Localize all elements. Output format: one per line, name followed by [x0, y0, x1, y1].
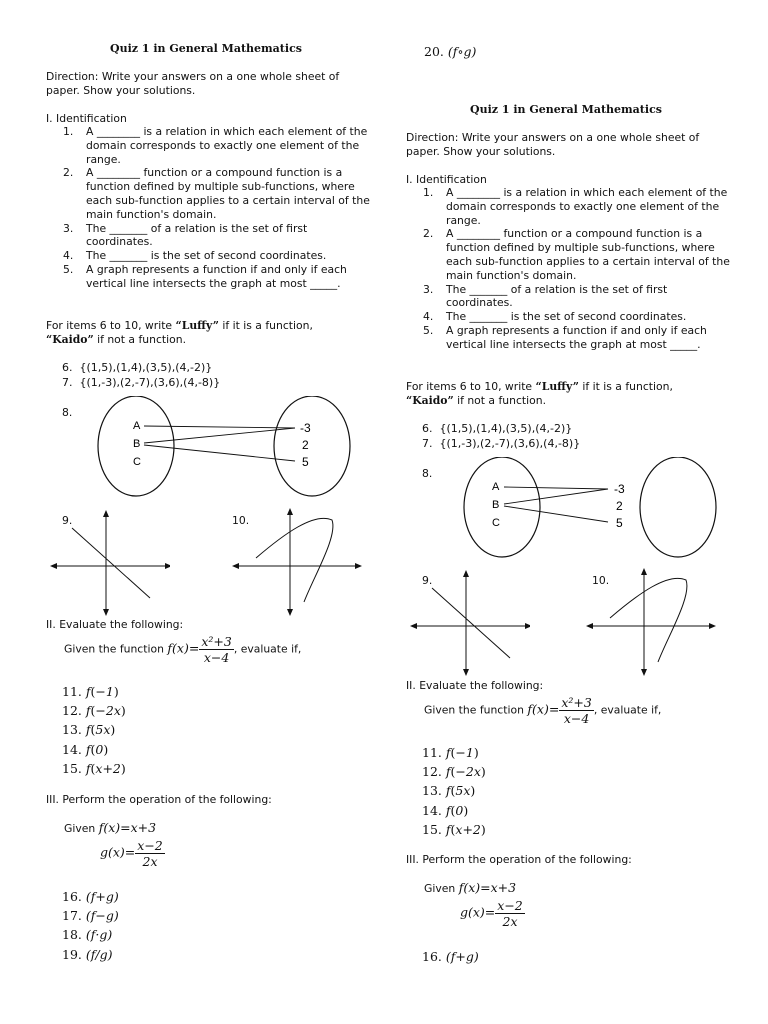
section-identification-heading: I. Identification [406, 173, 487, 186]
evaluate-item: 13. f(5x) [62, 722, 116, 738]
operation-list [422, 947, 479, 966]
operation-expr: (f/g) [85, 946, 113, 962]
graph-line [50, 508, 170, 616]
operation-expr: (f+g) [445, 949, 479, 964]
item-7 [62, 375, 220, 390]
numerator: x−2 [497, 898, 523, 913]
item-text: A ________ function or a compound function is a function defined by multiple sub-functions, where each sub-function applies to a certain interval of the main function's domain. [446, 227, 730, 282]
identification-item [406, 227, 731, 282]
mapping-arrow [504, 506, 608, 522]
evaluate-item: 11. f(−1) [422, 745, 479, 760]
identification-item [406, 324, 731, 352]
function-arg: −1 [95, 684, 114, 699]
range-oval [640, 457, 716, 557]
item-number: 16. [422, 949, 442, 964]
item-8-number: 8. [62, 406, 73, 419]
item-number: 15. [422, 821, 442, 837]
function-name: f [527, 701, 533, 717]
luffy-word: “Luffy” [535, 380, 579, 393]
section-operation-heading: III. Perform the operation of the following: [406, 853, 632, 866]
given-g [100, 838, 165, 869]
given-label: Given [64, 822, 96, 835]
item-number: 11. [422, 745, 442, 760]
domain-label: B [492, 499, 500, 511]
given-post: , evaluate if, [233, 642, 302, 656]
luffy-kaido-instruction [46, 319, 346, 347]
evaluate-item: 14. f(0) [62, 741, 109, 757]
evaluate-item: 12. f(−2x) [422, 764, 486, 780]
domain-oval [464, 457, 540, 557]
item-number: 15. [62, 760, 82, 776]
operation-item [422, 947, 479, 966]
f-definition: f(x)=x+3 [98, 820, 157, 835]
graph-curve [232, 506, 362, 616]
quiz-title: Quiz 1 in General Mathematics [110, 42, 302, 55]
item-number: 7. [422, 437, 433, 450]
fraction [199, 634, 234, 665]
range-label: 2 [302, 438, 309, 452]
numerator: x−2 [137, 838, 163, 853]
function-definition: Given the function f(x)= $\frac{\text{x²+3}}{x-4}$ , evaluate if, [64, 634, 302, 665]
denominator: 2x [142, 854, 158, 869]
range-label: -3 [300, 421, 311, 435]
instruction-post: if not a function. [93, 333, 187, 346]
identification-item [406, 186, 731, 227]
item-number: 16. [62, 889, 82, 904]
function-name: f [167, 640, 173, 656]
instruction-pre: For items 6 to 10, write [406, 380, 536, 393]
item-number: 7. [62, 376, 73, 389]
evaluate-item: 15. f(x+2) [62, 760, 126, 776]
item-9-number: 9. [62, 514, 73, 527]
item-20 [424, 42, 476, 61]
function-arg: x+2 [95, 760, 121, 776]
item-7 [422, 436, 580, 451]
range-label: 5 [616, 516, 623, 530]
identification-list [406, 186, 731, 352]
mapping-arrow [144, 445, 295, 461]
function-arg: −2x [95, 703, 121, 719]
right-quiz-copy [406, 0, 746, 1024]
item-number: 13. [62, 722, 82, 738]
identification-item [46, 125, 371, 166]
operation-expr: (f∘g) [447, 44, 477, 59]
item-number: 3. [63, 221, 74, 235]
function-definition: Given the function f(x)= $\frac{\text{x²+3}}{x-4}$ , evaluate if, [424, 695, 662, 726]
relation-set: {(1,-3),(2,-7),(3,6),(4,-8)} [79, 376, 221, 389]
function-arg: 0 [95, 741, 104, 757]
given-f [424, 880, 516, 895]
operation-expr: (f·g) [85, 927, 113, 943]
item-number: 19. [62, 946, 82, 962]
item-number: 13. [422, 783, 442, 799]
item-number: 6. [422, 422, 433, 435]
function-variable: x [176, 640, 184, 656]
fraction [495, 898, 524, 929]
item-text: A ________ is a relation in which each element of the domain corresponds to exactly one element of the range. [446, 186, 728, 227]
item-text: A graph represents a function if and only if each vertical line intersects the graph at most _____. [446, 323, 707, 351]
graph-line [410, 568, 530, 676]
relation-set: {(1,5),(1,4),(3,5),(4,-2)} [439, 422, 573, 435]
denominator: x−4 [203, 650, 230, 665]
instruction-post: if not a function. [453, 394, 547, 407]
domain-label: C [133, 456, 141, 468]
function-variable: x [536, 701, 544, 717]
identification-item [46, 222, 371, 250]
range-label: 2 [616, 499, 623, 513]
given-post: , evaluate if, [593, 703, 662, 717]
range-label: 5 [302, 455, 309, 469]
section-operation-heading: III. Perform the operation of the following: [46, 793, 272, 806]
identification-item [46, 263, 371, 291]
graph-curve [586, 566, 716, 676]
relation-set: {(1,5),(1,4),(3,5),(4,-2)} [79, 361, 213, 374]
evaluate-item: 14. f(0) [422, 802, 469, 818]
denominator: x−4 [563, 711, 590, 726]
luffy-kaido-instruction [406, 380, 706, 408]
mapping-diagram [458, 457, 720, 567]
item-8-number: 8. [422, 467, 433, 480]
item-number: 3. [423, 282, 434, 296]
g-lhs: g(x)= [460, 904, 496, 920]
identification-item [406, 310, 731, 324]
operation-expr: (f+g) [85, 889, 119, 904]
item-number: 20. [424, 44, 444, 59]
item-number: 4. [423, 310, 434, 324]
item-number: 14. [62, 741, 82, 757]
range-label: -3 [614, 482, 625, 496]
g-lhs: g(x)= [100, 844, 136, 860]
item-number: 5. [63, 262, 74, 276]
item-number: 14. [422, 802, 442, 818]
evaluate-item: 12. f(−2x) [62, 703, 126, 719]
evaluate-list [62, 682, 126, 778]
item-number: 11. [62, 684, 82, 699]
function-arg: 5x [455, 783, 471, 799]
evaluate-item: 15. f(x+2) [422, 821, 486, 837]
luffy-word: “Luffy” [175, 319, 219, 332]
item-number: 1. [423, 186, 434, 199]
item-text: A ________ is a relation in which each element of the domain corresponds to exactly one element of the range. [86, 125, 368, 166]
item-number: 17. [62, 908, 82, 924]
section-evaluate-heading: II. Evaluate the following: [406, 679, 544, 692]
mapping-arrow [504, 489, 608, 504]
function-arg: 5x [95, 722, 111, 738]
item-text: The _______ is the set of second coordinates. [446, 310, 687, 324]
operation-item [62, 887, 119, 906]
mapping-arrow [144, 426, 295, 428]
item-number: 2. [423, 227, 434, 241]
operation-expr: (f−g) [85, 908, 119, 924]
operation-item [62, 945, 119, 964]
item-number: 5. [423, 323, 434, 337]
item-number: 2. [63, 166, 74, 180]
evaluate-item: 11. f(−1) [62, 684, 119, 699]
given-g [460, 898, 525, 929]
fraction [135, 838, 164, 869]
domain-label: B [133, 438, 141, 450]
section-identification-heading: I. Identification [46, 112, 127, 125]
identification-item [406, 283, 731, 311]
identification-item [46, 166, 371, 221]
function-arg: −2x [455, 764, 481, 780]
item-text: The _______ is the set of second coordinates. [86, 249, 327, 263]
mapping-arrow [144, 428, 295, 443]
item-number: 12. [62, 703, 82, 719]
operation-item [62, 906, 119, 925]
domain-label: A [133, 420, 141, 432]
item-text: A ________ function or a compound function is a function defined by multiple sub-functions, where each sub-function applies to a certain interval of the main function's domain. [86, 166, 370, 221]
item-text: The _______ of a relation is the set of first coordinates. [446, 282, 668, 310]
given-label: Given [424, 882, 456, 895]
domain-label: C [492, 517, 500, 529]
function-arg: −1 [455, 745, 474, 760]
item-text: A graph represents a function if and only if each vertical line intersects the graph at most _____. [86, 262, 347, 290]
instruction-pre: For items 6 to 10, write [46, 319, 176, 332]
left-quiz-copy [46, 0, 386, 1024]
kaido-word: “Kaido” [406, 394, 454, 407]
given-text: Given the function [424, 703, 528, 717]
mapping-diagram [92, 396, 354, 506]
item-number: 12. [422, 764, 442, 780]
given-f [64, 820, 156, 835]
relation-set: {(1,-3),(2,-7),(3,6),(4,-8)} [439, 437, 581, 450]
function-arg: x+2 [455, 821, 481, 837]
direction-text: Direction: Write your answers on a one whole sheet of paper. Show your solutions. [46, 70, 340, 97]
instruction-mid: if it is a function, [218, 319, 313, 332]
numerator: x²+3 [201, 634, 232, 649]
numerator: x²+3 [561, 695, 592, 710]
item-number: 6. [62, 361, 73, 374]
f-definition: f(x)=x+3 [458, 880, 517, 895]
quiz-title: Quiz 1 in General Mathematics [470, 103, 662, 116]
mapping-arrow [504, 487, 608, 489]
range-oval [274, 396, 350, 496]
operation-list [62, 887, 119, 964]
function-arg: 0 [455, 802, 464, 818]
item-10-number: 10. [232, 514, 250, 527]
domain-label: A [492, 481, 500, 493]
item-9-number: 9. [422, 574, 433, 587]
denominator: 2x [502, 914, 518, 929]
given-text: Given the function [64, 642, 168, 656]
item-10-number: 10. [592, 574, 610, 587]
item-number: 1. [63, 125, 74, 138]
instruction-mid: if it is a function, [578, 380, 673, 393]
item-6 [422, 421, 572, 436]
kaido-word: “Kaido” [46, 333, 94, 346]
operation-item [62, 925, 119, 944]
evaluate-item: 13. f(5x) [422, 783, 476, 799]
identification-item [46, 249, 371, 263]
direction-text: Direction: Write your answers on a one whole sheet of paper. Show your solutions. [406, 131, 700, 158]
item-number: 18. [62, 927, 82, 943]
item-6 [62, 360, 212, 375]
item-number: 4. [63, 249, 74, 263]
identification-list [46, 125, 371, 291]
section-evaluate-heading: II. Evaluate the following: [46, 618, 184, 631]
fraction [559, 695, 594, 726]
item-text: The _______ of a relation is the set of first coordinates. [86, 221, 308, 249]
evaluate-list [422, 743, 486, 839]
